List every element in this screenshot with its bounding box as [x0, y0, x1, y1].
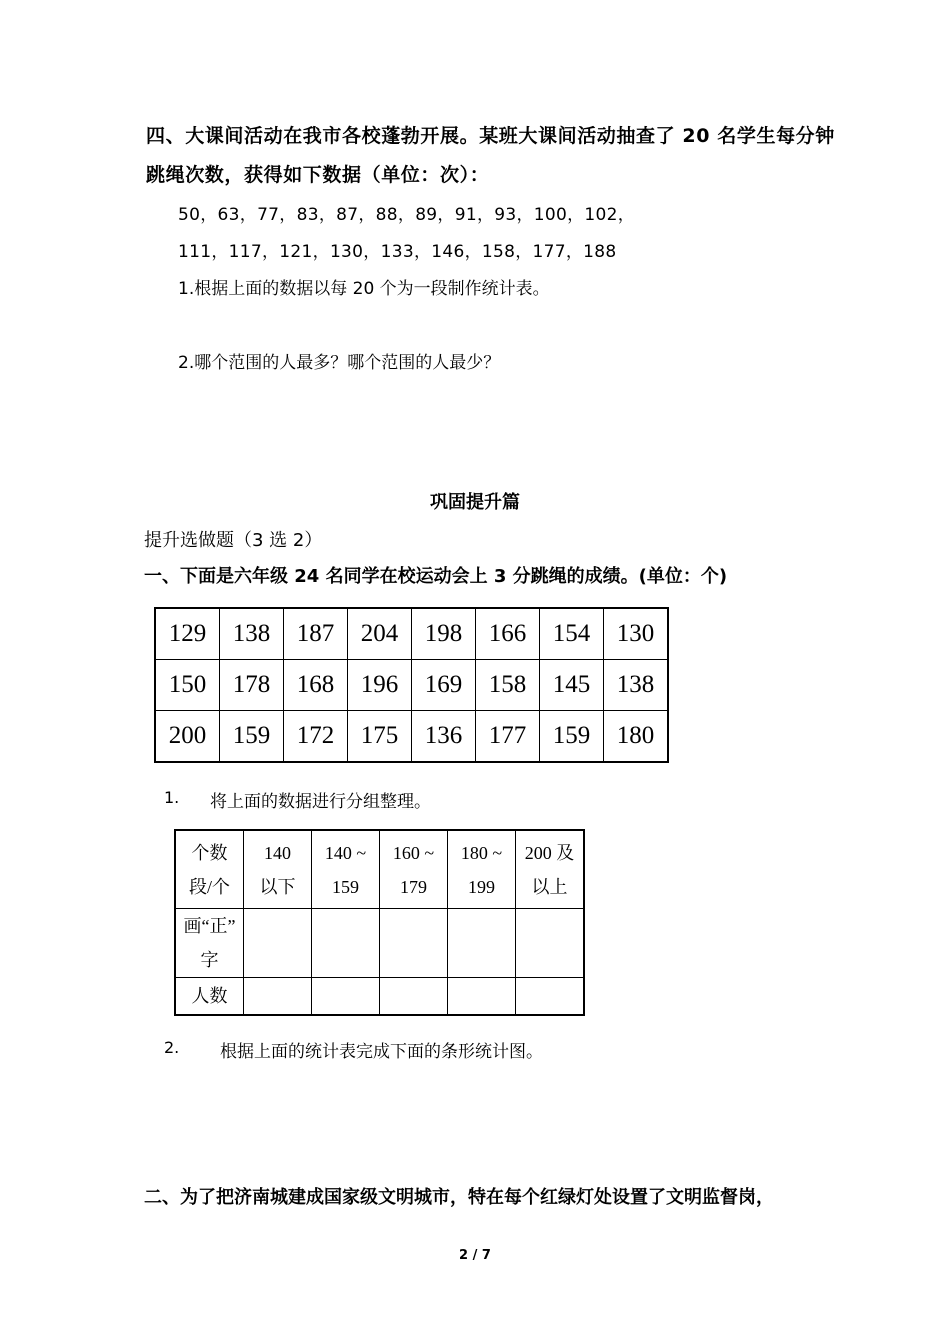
score-cell: 169	[412, 660, 476, 711]
score-cell: 136	[412, 711, 476, 763]
score-cell: 187	[284, 608, 348, 660]
score-cell: 172	[284, 711, 348, 763]
score-cell: 166	[476, 608, 540, 660]
score-cell: 159	[540, 711, 604, 763]
range-header-cell	[448, 830, 516, 909]
score-cell: 145	[540, 660, 604, 711]
table-row	[175, 909, 584, 978]
table-row	[155, 711, 668, 763]
score-cell: 130	[604, 608, 669, 660]
blank-answer-cell[interactable]	[380, 909, 448, 978]
blank-answer-cell[interactable]	[516, 978, 585, 1016]
range-line-1: 180 ~	[460, 842, 503, 863]
score-cell: 150	[155, 660, 220, 711]
question-4-subquestion-2: 2.哪个范围的人最多？哪个范围的人最少？	[178, 353, 501, 373]
range-line-1: 140	[264, 842, 291, 863]
score-cell: 200	[155, 711, 220, 763]
corner-header-cell	[175, 830, 244, 909]
question-2-title: 二、为了把济南城建成国家级文明城市，特在每个红绿灯处设置了文明监督岗，	[144, 1187, 774, 1208]
jump-data-line-1: 50，63，77，83，87，88，89，91，93，100，102，	[178, 205, 636, 225]
blank-answer-cell[interactable]	[312, 909, 380, 978]
blank-answer-cell[interactable]	[312, 978, 380, 1016]
score-cell: 178	[220, 660, 284, 711]
score-cell: 177	[476, 711, 540, 763]
question-1-title: 一、下面是六年级 24 名同学在校运动会上 3 分跳绳的成绩。(单位：个)	[144, 566, 728, 587]
score-cell: 196	[348, 660, 412, 711]
elective-note: 提升选做题（3 选 2）	[144, 530, 323, 551]
score-cell: 198	[412, 608, 476, 660]
score-cell: 154	[540, 608, 604, 660]
subquestion-2-number: 2.	[164, 1038, 180, 1057]
range-line-2: 179	[400, 876, 427, 897]
score-cell: 180	[604, 711, 669, 763]
range-header-cell	[312, 830, 380, 909]
page-number: 2 / 7	[459, 1248, 491, 1263]
table-row	[175, 830, 584, 909]
scores-table	[154, 607, 669, 763]
table-row	[155, 608, 668, 660]
table-row	[155, 660, 668, 711]
range-line-1: 160 ~	[392, 842, 435, 863]
score-cell: 138	[220, 608, 284, 660]
blank-answer-cell[interactable]	[380, 978, 448, 1016]
range-line-1: 200 及	[524, 842, 575, 863]
range-header-cell	[244, 830, 312, 909]
score-cell: 168	[284, 660, 348, 711]
section-title: 巩固提升篇	[430, 492, 520, 513]
range-line-2: 159	[332, 876, 359, 897]
tally-label-line-2: 字	[200, 950, 219, 970]
score-cell: 204	[348, 608, 412, 660]
tally-label-cell	[175, 909, 244, 978]
range-header-cell	[516, 830, 585, 909]
range-line-1: 140 ~	[324, 842, 367, 863]
corner-header-line-1: 个数	[191, 842, 228, 863]
question-4-subquestion-1: 1.根据上面的数据以每 20 个为一段制作统计表。	[178, 279, 550, 299]
grouping-table	[174, 829, 585, 1016]
blank-answer-cell[interactable]	[244, 978, 312, 1016]
score-cell: 129	[155, 608, 220, 660]
subquestion-1-text: 将上面的数据进行分组整理。	[210, 792, 431, 812]
table-row	[175, 978, 584, 1016]
jump-data-line-2: 111，117，121，130，133，146，158，177，188	[178, 242, 617, 262]
blank-answer-cell[interactable]	[516, 909, 585, 978]
blank-answer-cell[interactable]	[448, 978, 516, 1016]
blank-answer-cell[interactable]	[244, 909, 312, 978]
tally-label-line-1: 画“正”	[183, 916, 236, 936]
subquestion-2-text: 根据上面的统计表完成下面的条形统计图。	[220, 1042, 543, 1062]
score-cell: 138	[604, 660, 669, 711]
range-line-2: 以下	[259, 876, 296, 897]
score-cell: 159	[220, 711, 284, 763]
score-cell: 158	[476, 660, 540, 711]
subquestion-1-number: 1.	[164, 788, 180, 807]
corner-header-line-2: 段/个	[188, 876, 230, 897]
question-4-text-line-1: 四、大课间活动在我市各校蓬勃开展。某班大课间活动抽查了 20 名学生每分钟	[146, 125, 835, 147]
blank-answer-cell[interactable]	[448, 909, 516, 978]
range-line-2: 以上	[531, 876, 568, 897]
question-4-text-line-2: 跳绳次数，获得如下数据（单位：次）：	[146, 164, 490, 186]
range-header-cell	[380, 830, 448, 909]
score-cell: 175	[348, 711, 412, 763]
range-line-2: 199	[468, 876, 495, 897]
count-label-cell: 人数	[175, 978, 244, 1016]
